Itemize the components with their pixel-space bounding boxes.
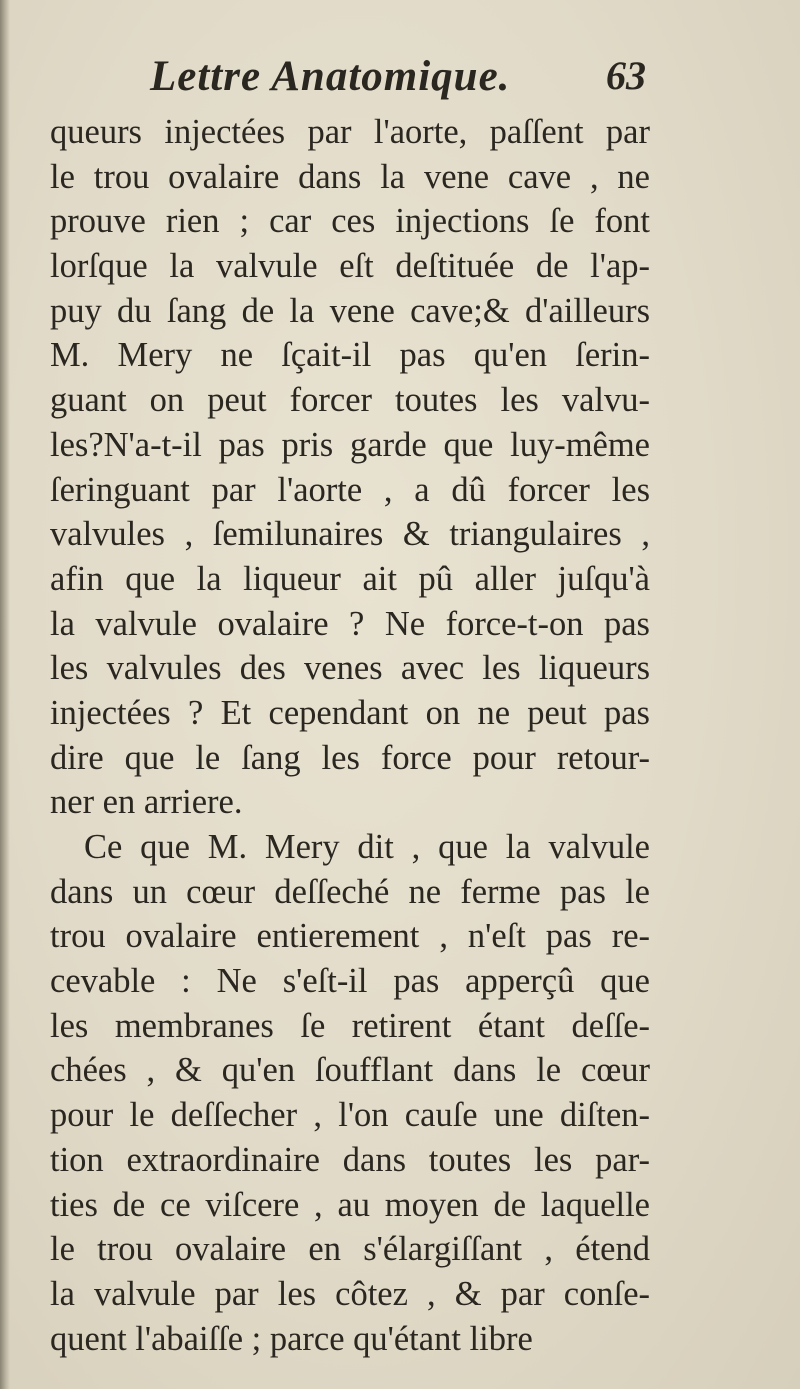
text-line: dire que le ſang les force pour retour- (50, 738, 650, 777)
page-number: 63 (606, 53, 646, 98)
text-line: ſeringuant par l'aorte , a dû forcer les (50, 470, 650, 509)
text-line: M. Mery ne ſçait-il pas qu'en ſerin- (50, 336, 650, 375)
text-line: Ce que M. Mery dit , que la valvule (84, 828, 650, 866)
text-line: chées , & qu'en ſoufflant dans le cœur (50, 1051, 650, 1090)
text-line: queurs injectées par l'aorte, paſſent par (50, 113, 650, 151)
text-line: lorſque la valvule eſt deſtituée de l'ap- (50, 247, 650, 286)
text-line: guant on peut forcer toutes les valvu- (50, 381, 650, 420)
text-line: afin que la liqueur ait pû aller juſqu'à (50, 559, 650, 598)
body-text (50, 110, 650, 1361)
text-line: les?N'a-t-il pas pris garde que luy-même (50, 425, 650, 464)
text-line: puy du ſang de la vene cave;& d'ailleurs (50, 291, 650, 330)
text-line: dans un cœur deſſeché ne ferme pas le (50, 872, 650, 911)
text-line: trou ovalaire entierement , n'eſt pas re- (50, 917, 650, 956)
text-line: la valvule ovalaire ? Ne force-t-on pas (50, 604, 650, 643)
text-line: le trou ovalaire dans la vene cave , ne (50, 157, 650, 196)
text-line: les valvules des venes avec les liqueurs (50, 649, 650, 688)
text-line: les membranes ſe retirent étant deſſe- (50, 1006, 650, 1045)
text-line: valvules , ſemilunaires & triangulaires , (50, 515, 650, 554)
text-line: cevable : Ne s'eſt-il pas apperçû que (50, 962, 650, 1001)
text-line: ner en arriere. (50, 783, 243, 822)
text-line: injectées ? Et cependant on ne peut pas (50, 693, 650, 732)
text-line: quent l'abaiſſe ; parce qu'étant libre (50, 1319, 533, 1358)
text-line: la valvule par les côtez , & par conſe- (50, 1274, 650, 1313)
text-line: ties de ce viſcere , au moyen de laquelle (50, 1185, 650, 1224)
running-head: Lettre Anatomique. (150, 53, 511, 100)
text-line: le trou ovalaire en s'élargiſſant , étend (50, 1230, 650, 1269)
page-header (150, 48, 660, 108)
text-line: prouve rien ; car ces injections ſe font (50, 202, 650, 241)
text-line: tion extraordinaire dans toutes les par- (50, 1140, 650, 1179)
text-line: pour le deſſecher , l'on cauſe une diſten- (50, 1096, 650, 1135)
page-gutter-edge (0, 0, 10, 1389)
